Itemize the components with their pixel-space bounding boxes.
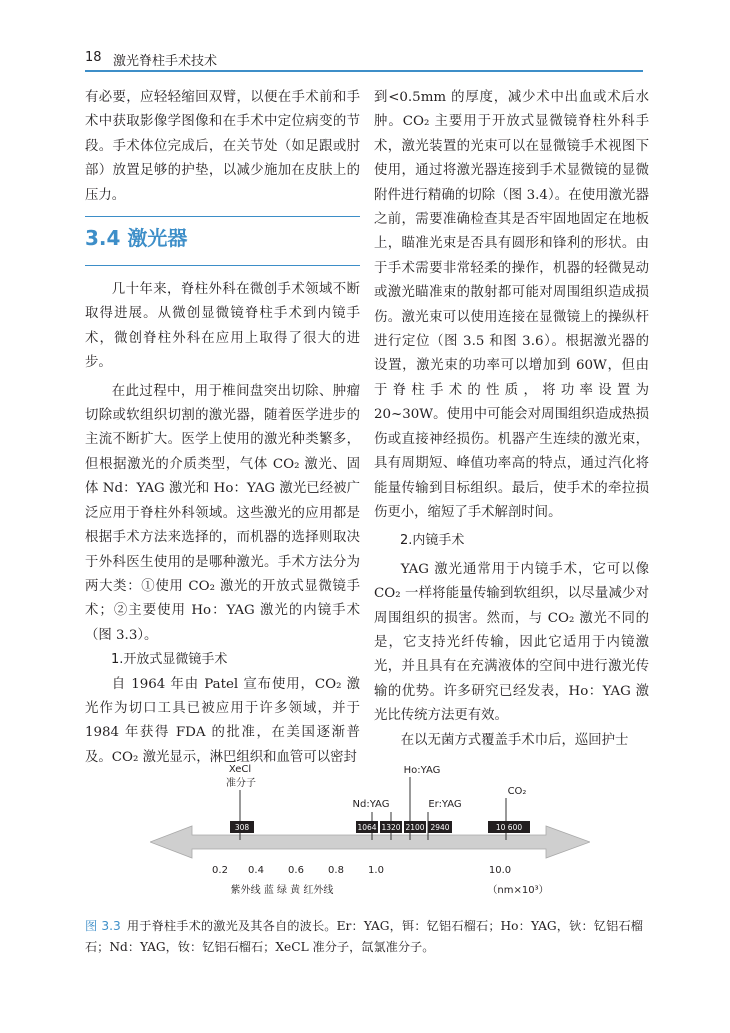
page-number: 18 — [85, 50, 102, 65]
header-rule — [85, 70, 643, 72]
wavelength-box — [230, 821, 254, 833]
left-column — [85, 86, 360, 770]
paragraph-continued: 有必要，应轻轻缩回双臂，以便在手术前和手术中获取影像学图像和在手术中定位病变的节段。手术体位完成后，在关节处（如足跟或肘部）放置足够的护垫，以减少施加在皮肤上的压力。 — [85, 90, 360, 203]
axis-tick: 1.0 — [368, 865, 384, 876]
paragraph: YAG 激光通常用于内镜手术，它可以像 CO₂ 一样将能量传输到软组织，以尽量减少对周围组织的损害。然而，与 CO₂ 激光不同的是，它支持光纤传输，因此它适用于内镜激光，并且具有在充满液体的空间中进行激光传输的优势。许多研究已经发表，Ho：YAG 激光比传统方法更有效。 — [374, 561, 649, 724]
svg-text:1320: 1320 — [381, 823, 401, 832]
laser-wavelength-figure — [150, 760, 590, 910]
paragraph: 在以无菌方式覆盖手术巾后，巡回护士 — [400, 732, 629, 748]
axis-tick: 0.6 — [288, 865, 304, 876]
subheading-endoscopic: 2.内镜手术 — [400, 533, 465, 549]
section-heading — [85, 216, 360, 266]
wavelength-box — [380, 821, 402, 833]
axis-tick: 0.8 — [328, 865, 344, 876]
wavelength-box — [428, 821, 452, 833]
unit-label: （nm×10³） — [487, 885, 549, 896]
page-header — [85, 46, 643, 70]
label-xecl: XeCl — [228, 764, 252, 775]
figure-caption — [85, 916, 643, 957]
caption-text: 用于脊柱手术的激光及其各自的波长。Er：YAG，铒：钇铝石榴石；Ho：YAG，钬：钇铝石榴石；Nd：YAG，钕：钇铝石榴石；XeCL 准分子，氙氯准分子。 — [85, 919, 643, 954]
label-hoyag: Ho:YAG — [403, 765, 441, 776]
axis-tick: 10.0 — [488, 865, 512, 876]
paragraph-continued: 到<0.5mm 的厚度，减少术中出血或术后水肿。CO₂ 主要用于开放式显微镜脊柱外科手术，激光装置的光束可以在显微镜手术视图下使用，通过将激光器连接到手术显微镜的显微附件进行精确的切除（图 3.4）。在使用激光器之前，需要准确检查其是否牢固地固定在地板上，瞄准光束是否具有圆形和锋利的形状。由于手术需要非常轻柔的操作，机器的轻微晃动或激光瞄准束的散射都可能对周围组织造成损伤。激光束可以使用连接在显微镜上的操纵杆进行定位（图 3.5 和图 3.6）。根据激光器的设置，激光束的功率可以增加到 60W，但由于脊柱手术的性质，将功率设置为 20~30W。使用中可能会对周围组织造成热损伤或直接神经损伤。机器产生连续的激光束，具有周期短、峰值功率高的特点，通过汽化将能量传输到目标组织。最后，使手术的牵拉损伤更小，缩短了手术解剖时间。 — [374, 90, 649, 520]
paragraph: 几十年来，脊柱外科在微创手术领域不断取得进展。从微创显微镜脊柱手术到内镜手术，微创脊柱外科在应用上取得了很大的进步。 — [85, 282, 360, 371]
svg-text:1064: 1064 — [357, 823, 377, 832]
axis-tick: 0.2 — [212, 865, 228, 876]
label-ndyag: Nd:YAG — [352, 799, 390, 810]
wavelength-diagram — [150, 760, 590, 910]
label-co2: CO₂ — [507, 786, 527, 797]
subheading-open-microscopic: 1.开放式显微镜手术 — [111, 652, 228, 668]
book-title: 激光脊柱手术技术 — [113, 54, 218, 69]
caption-label: 图 3.3 — [85, 919, 121, 933]
wavelength-box — [404, 821, 426, 833]
section-rule-bottom — [85, 265, 360, 266]
axis-tick: 0.4 — [248, 865, 264, 876]
wavelength-box — [356, 821, 378, 833]
label-xecl-cn: 准分子 — [226, 778, 256, 789]
svg-text:10 600: 10 600 — [495, 823, 523, 832]
right-column — [374, 86, 649, 753]
svg-text:308: 308 — [234, 823, 250, 832]
spectrum-label: 紫外线 蓝 绿 黄 红外线 — [230, 885, 334, 896]
section-title: 3.4 激光器 — [85, 226, 188, 251]
svg-text:2100: 2100 — [405, 823, 425, 832]
svg-text:2940: 2940 — [430, 823, 450, 832]
section-rule-top — [85, 216, 360, 217]
label-eryag: Er:YAG — [428, 799, 462, 810]
paragraph: 在此过程中，用于椎间盘突出切除、肿瘤切除或软组织切割的激光器，随着医学进步的主流不断扩大。医学上使用的激光种类繁多，但根据激光的介质类型，气体 CO₂ 激光、固体 Nd：YAG 激光和 Ho：YAG 激光已经被广泛应用于脊柱外科领域。这些激光的应用都是根据手术方法来选择的，而机器的选择则取决于外科医生使用的是哪种激光。手术方法分为两大类：①使用 CO₂ 激光的开放式显微镜手术；②主要使用 Ho：YAG 激光的内镜手术（图 3.3）。 — [85, 383, 360, 643]
paragraph: 自 1964 年由 Patel 宣布使用，CO₂ 激光作为切口工具已被应用于许多领域，并于 1984 年获得 FDA 的批准，在美国逐渐普及。CO₂ 激光显示，淋巴组织和血管可以密封 — [85, 676, 360, 765]
wavelength-box — [488, 821, 530, 833]
